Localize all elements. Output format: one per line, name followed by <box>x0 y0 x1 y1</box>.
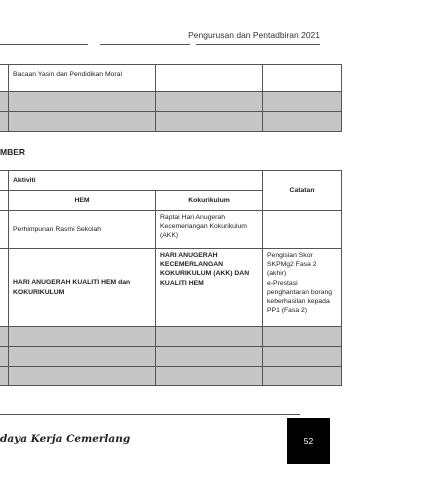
header-aktiviti: Aktiviti <box>9 171 263 191</box>
table-row <box>0 92 342 112</box>
table-cell <box>263 327 342 347</box>
footer-motto: daya Kerja Cemerlang <box>0 433 131 445</box>
page-number: 52 <box>287 418 330 464</box>
table-cell-hem: HARI ANUGERAH KUALITI HEM dan KOKURIKULUM <box>9 249 156 327</box>
table-cell <box>156 347 263 367</box>
table-cell <box>263 367 342 386</box>
table-cell-catatan <box>263 65 342 92</box>
table-cell <box>263 112 342 132</box>
table-cell <box>0 65 9 92</box>
table-cell <box>9 112 156 132</box>
table-cell <box>0 191 9 211</box>
table-row <box>0 367 342 386</box>
table-cell <box>0 112 9 132</box>
table-cell <box>9 92 156 112</box>
header-title: Pengurusan dan Pentadbiran 2021 <box>188 30 320 40</box>
table-cell <box>156 367 263 386</box>
table-row <box>0 211 342 249</box>
header-rule <box>100 44 190 45</box>
footer-rule <box>0 414 300 415</box>
table-cell-catatan: Pengisian Skor SKPMg2 Fasa 2 (akhir) e-Prestasi penghantaran borang keberhasilan kepada PP1 (Fasa 2) <box>263 249 342 327</box>
table-header-row <box>0 171 342 191</box>
table-row <box>0 347 342 367</box>
table-cell <box>9 347 156 367</box>
table-row <box>0 65 342 92</box>
schedule-table-main <box>0 170 342 386</box>
table-row <box>0 327 342 347</box>
table-cell-kokurikulum: HARI ANUGERAH KECEMERLANGAN KOKURIKULUM (AKK) DAN KUALITI HEM <box>156 249 263 327</box>
table-cell <box>0 211 9 249</box>
table-cell-hem: Perhimpunan Rasmi Sekolah <box>9 211 156 249</box>
section-title: MBER <box>0 147 26 157</box>
table-cell-hem: Bacaan Yasin dan Pendidikan Moral <box>9 65 156 92</box>
table-cell <box>156 92 263 112</box>
header-rule <box>0 44 88 45</box>
table-cell-kokurikulum <box>156 65 263 92</box>
table-cell <box>9 327 156 347</box>
table-cell <box>0 171 9 191</box>
table-cell <box>156 112 263 132</box>
table-cell <box>263 347 342 367</box>
header-catatan: Catatan <box>263 171 342 211</box>
header-kokurikulum: Kokurikulum <box>156 191 263 211</box>
header-hem: HEM <box>9 191 156 211</box>
schedule-table-top <box>0 64 342 132</box>
table-cell <box>0 249 9 327</box>
table-cell <box>156 327 263 347</box>
table-cell <box>0 327 9 347</box>
table-cell <box>263 92 342 112</box>
table-cell-catatan <box>263 211 342 249</box>
table-cell <box>0 367 9 386</box>
table-cell <box>0 347 9 367</box>
table-row <box>0 249 342 327</box>
table-cell <box>0 92 9 112</box>
table-cell-kokurikulum: Raptai Hari Anugerah Kecemerlangan Kokurikulum (AKK) <box>156 211 263 249</box>
table-row <box>0 112 342 132</box>
header-rule <box>196 44 320 45</box>
table-cell <box>9 367 156 386</box>
